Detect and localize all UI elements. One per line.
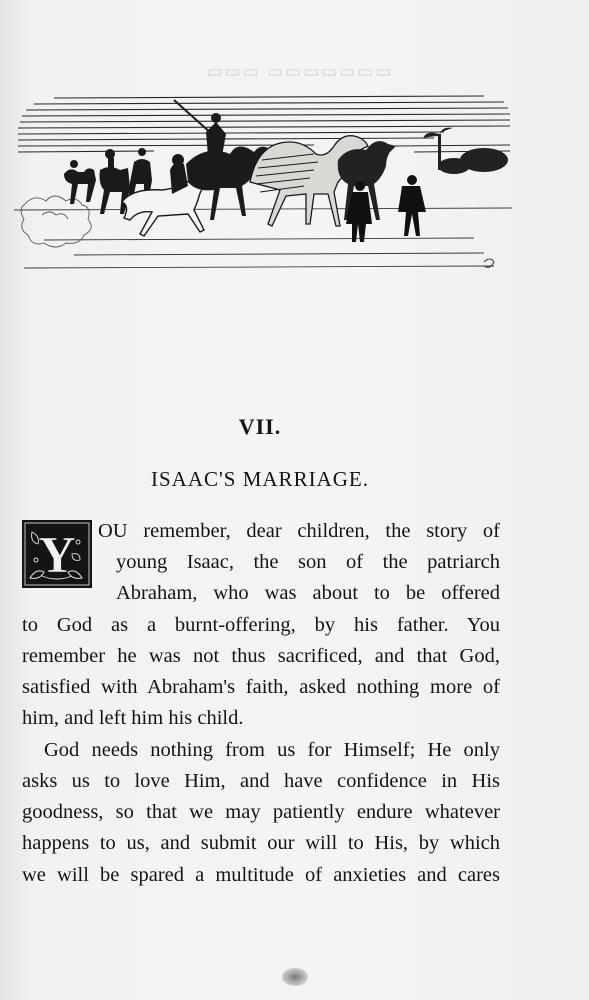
ink-spot xyxy=(282,968,308,986)
body-line-7: him, and left him his child. xyxy=(22,707,244,729)
chapter-title: ISAAC'S MARRIAGE. xyxy=(151,467,369,491)
bleed-through-header: ▭▭▭ ▭▭▭▭▭▭▭ xyxy=(206,62,394,81)
body-line-9: asks us to love Him, and have confidence in His xyxy=(22,770,500,792)
chapter-number: VII. xyxy=(238,414,282,439)
body-line-11: happens to us, and submit our will to His, by which xyxy=(22,832,500,854)
body-line-10: goodness, so that we may patiently endure whatever xyxy=(22,801,500,823)
body-line-5: remember he was not thus sacrificed, and that God, xyxy=(22,645,500,667)
body-line-8: God needs nothing from us for Himself; He only xyxy=(44,739,500,761)
body-line-12: we will be spared a multitude of anxieties and cares xyxy=(22,864,500,886)
decorated-drop-capital xyxy=(22,520,92,588)
body-line-2: young Isaac, the son of the patriarch xyxy=(116,551,500,573)
body-line-6: satisfied with Abraham's faith, asked nothing more of xyxy=(22,676,500,698)
body-line-4: to God as a burnt-offering, by his father. You xyxy=(22,614,500,636)
caravan-illustration xyxy=(14,90,512,280)
body-line-1: OU remember, dear children, the story of xyxy=(98,520,500,542)
body-line-3: Abraham, who was about to be offered xyxy=(116,582,500,604)
drop-capital-letter: Y xyxy=(38,527,76,584)
